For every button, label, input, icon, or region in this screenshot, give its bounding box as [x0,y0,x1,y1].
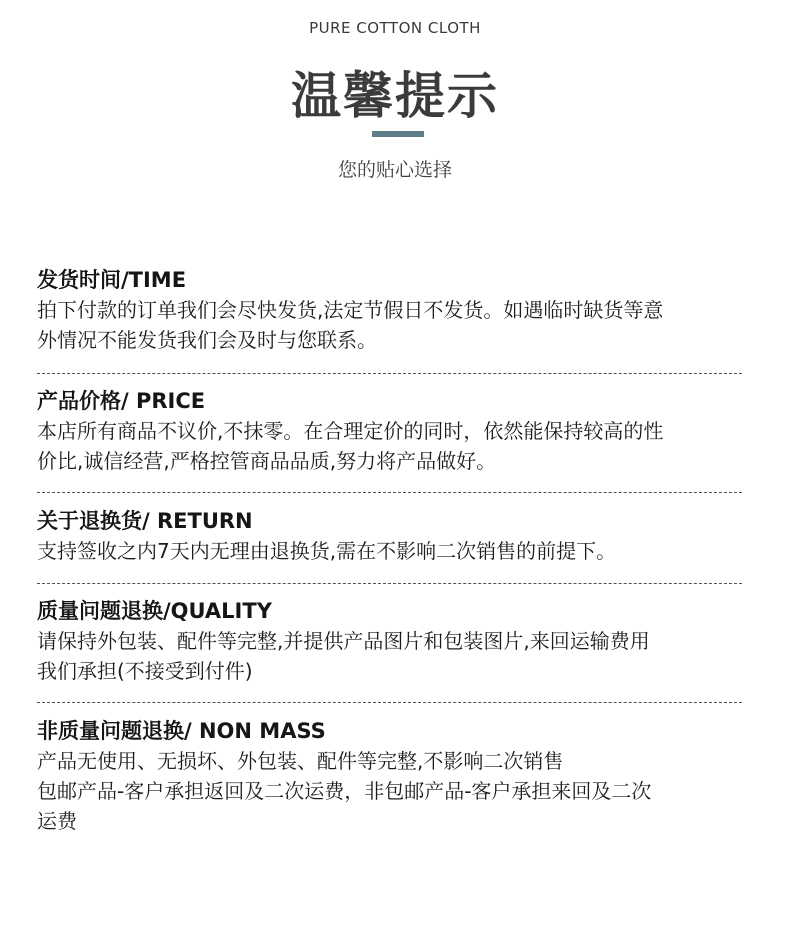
section-text-line: 请保持外包装、配件等完整,并提供产品图片和包装图片,来回运输费用 [37,629,650,653]
section-text-line: 拍下付款的订单我们会尽快发货,法定节假日不发货。如遇临时缺货等意 [37,298,664,322]
brand-eyebrow: PURE COTTON CLOTH [309,19,481,37]
dashed-divider [37,702,742,703]
page-subtitle: 您的贴心选择 [337,159,452,181]
section-text-line: 包邮产品-客户承担返回及二次运费，非包邮产品-客户承担来回及二次 [37,779,652,803]
dashed-divider [37,373,742,374]
section-shipping-time [37,265,752,355]
section-return [37,506,752,566]
section-text-line: 运费 [37,809,77,833]
section-title: 非质量问题退换/ NON MASS [37,719,326,743]
section-text-line: 产品无使用、无损坏、外包装、配件等完整,不影响二次销售 [37,749,564,773]
section-title: 关于退换货/ RETURN [37,509,253,533]
section-text-line: 价比,诚信经营,严格控管商品品质,努力将产品做好。 [37,449,497,473]
section-text-line: 支持签收之内7天内无理由退换货,需在不影响二次销售的前提下。 [37,539,617,563]
section-price [37,386,752,476]
section-text-line: 外情况不能发货我们会及时与您联系。 [37,328,377,352]
page-title: 温馨提示 [291,67,499,125]
dashed-divider [37,583,742,584]
dashed-divider [37,492,742,493]
section-non-quality [37,716,752,836]
section-text-line: 我们承担(不接受到付件) [37,659,253,683]
section-quality [37,596,752,686]
section-title: 产品价格/ PRICE [37,389,206,413]
section-text-line: 本店所有商品不议价,不抹零。在合理定价的同时，依然能保持较高的性 [37,419,664,443]
section-title: 质量问题退换/QUALITY [37,599,272,623]
title-accent-rule [372,131,424,137]
section-title: 发货时间/TIME [37,268,187,292]
